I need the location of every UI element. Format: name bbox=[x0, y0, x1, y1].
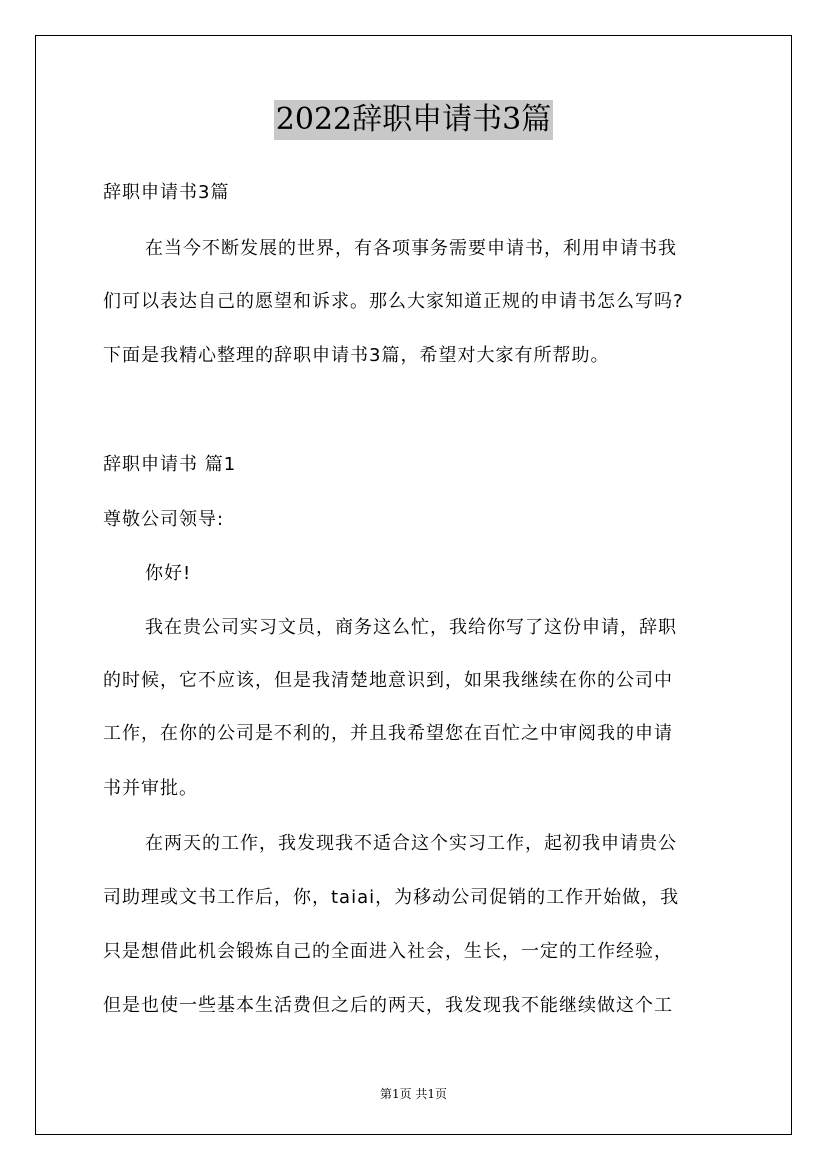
intro-line-2: 们可以表达自己的愿望和诉求。那么大家知道正规的申请书怎么写吗? bbox=[103, 291, 684, 312]
paragraph2-line-4: 但是也使一些基本生活费但之后的两天，我发现我不能继续做这个工 bbox=[103, 995, 673, 1016]
paragraph1-line-3: 工作，在你的公司是不利的，并且我希望您在百忙之中审阅我的申请 bbox=[103, 723, 673, 744]
paragraph1-line-1: 我在贵公司实习文员，商务这么忙，我给你写了这份申请，辞职 bbox=[145, 617, 677, 638]
page-footer: 第1页 共1页 bbox=[379, 1087, 448, 1101]
subtitle: 辞职申请书3篇 bbox=[103, 182, 230, 203]
paragraph2-line-2: 司助理或文书工作后，你，taiai，为移动公司促销的工作开始做，我 bbox=[103, 887, 680, 908]
document-title: 2022辞职申请书3篇 bbox=[274, 100, 553, 140]
paragraph2-line-3: 只是想借此机会锻炼自己的全面进入社会，生长，一定的工作经验， bbox=[103, 941, 673, 962]
section-heading: 辞职申请书 篇1 bbox=[103, 454, 237, 475]
paragraph1-line-2: 的时候，它不应该，但是我清楚地意识到，如果我继续在你的公司中 bbox=[103, 670, 673, 691]
greeting: 你好! bbox=[145, 563, 192, 584]
paragraph1-line-4: 书并审批。 bbox=[103, 778, 198, 799]
salutation: 尊敬公司领导: bbox=[103, 509, 225, 530]
paragraph2-line-1: 在两天的工作，我发现我不适合这个实习工作，起初我申请贵公 bbox=[145, 833, 677, 854]
intro-line-1: 在当今不断发展的世界，有各项事务需要申请书，利用申请书我 bbox=[145, 238, 677, 259]
intro-line-3: 下面是我精心整理的辞职申请书3篇，希望对大家有所帮助。 bbox=[103, 345, 610, 366]
